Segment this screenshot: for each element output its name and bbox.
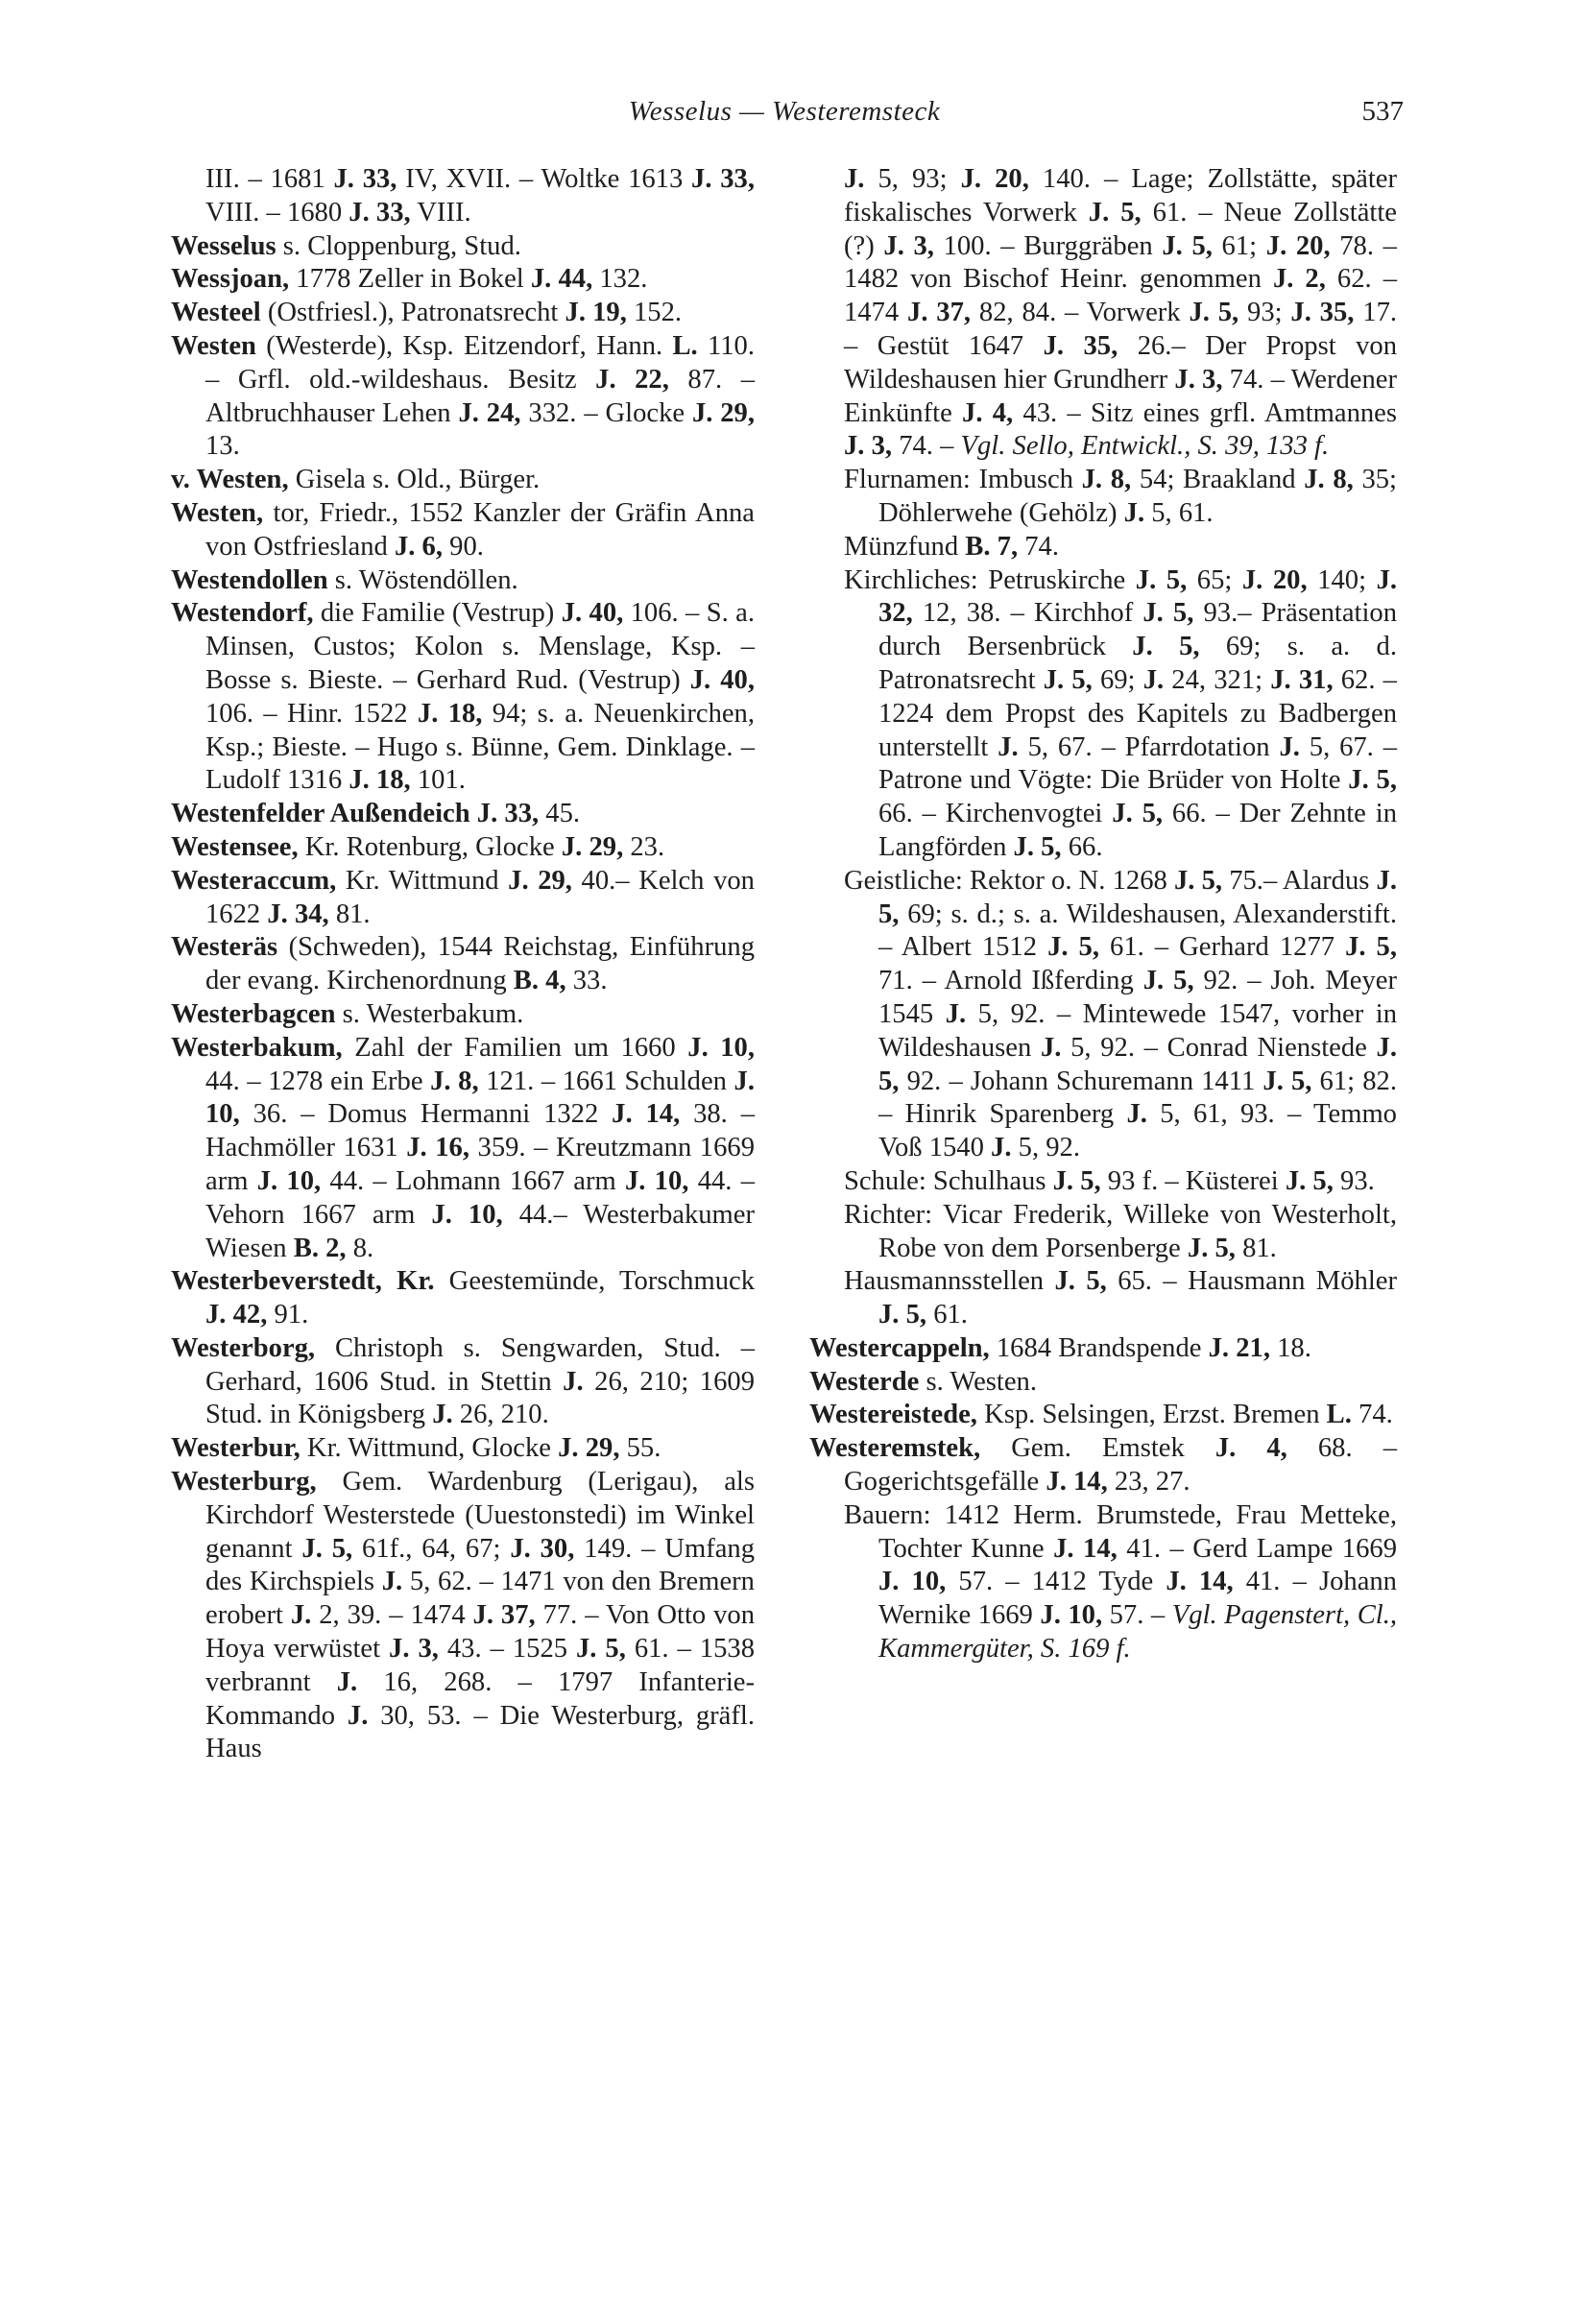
entry-body: Gem. Emstek J. 4, 68. – Gogerichtsgefälle J. 14, 23, 27. [844, 1433, 1397, 1497]
entry-lemma: Westercappeln, [809, 1332, 990, 1363]
entry-body: Hausmannsstellen J. 5, 65. – Hausmann Möhler J. 5, 61. [844, 1266, 1397, 1330]
index-entry [171, 1432, 755, 1466]
entry-lemma: Westerborg, [171, 1332, 316, 1363]
entry-body: s. Westerbakum. [335, 998, 524, 1029]
index-entry [171, 798, 755, 831]
index-entry [171, 464, 755, 497]
index-entry [171, 831, 755, 865]
index-entry [171, 263, 755, 297]
entry-lemma: Westeremstek, [809, 1433, 981, 1464]
index-entry [171, 497, 755, 564]
index-entry [171, 1466, 755, 1766]
entry-lemma: Westendollen [171, 564, 328, 595]
index-entry [171, 998, 755, 1032]
entry-body: Kr. Geestemünde, Torschmuck J. 42, 91. [205, 1266, 755, 1330]
entry-body: tor, Friedr., 1552 Kanzler der Gräfin Anna von Ostfriesland J. 6, 90. [205, 497, 755, 562]
entry-body: Kr. Wittmund J. 29, 40.– Kelch von 1622 J. 34, 81. [205, 865, 755, 929]
entry-lemma: Westerbur, [171, 1433, 301, 1464]
entry-body: Geistliche: Rektor o. N. 1268 J. 5, 75.– Alardus J. 5, 69; s. d.; s. a. Wildeshausen, Alexanderstift. – Albert 1512 J. 5, 61. – Gerhard 1277 J. 5, 71. – Arnold Ißferding J. 5, 92. – Joh. Meyer 1545 J. 5, 92. – Mintewede 1547, vorher in Wildeshausen J. 5, 92. – Conrad Nienstede J. 5, 92. – Johann Schuremann 1411 J. 5, 61; 82. – Hinrik Sparenberg J. 5, 61, 93. – Temmo Voß 1540 J. 5, 92. [844, 865, 1398, 1163]
entry-body: (Ostfriesl.), Patronatsrecht J. 19, 152. [260, 298, 683, 328]
entry-body: Kr. Rotenburg, Glocke J. 29, 23. [298, 831, 665, 862]
entry-lemma: Wesselus [171, 230, 277, 261]
index-entry [171, 1332, 755, 1432]
index-entry [171, 564, 755, 598]
index-entry [844, 1499, 1397, 1666]
entry-body: s. Cloppenburg, Stud. [276, 230, 521, 261]
entry-body: Bauern: 1412 Herm. Brumstede, Frau Metteke, Tochter Kunne J. 14, 41. – Gerd Lampe 1669 J. 10, 57. – 1412 Tyde J. 14, 41. – Johann Wernike 1669 J. 10, 57. – Vgl. Pagenstert, Cl., Kammergüter, S. 169 f. [844, 1499, 1398, 1665]
entry-body: Christoph s. Sengwarden, Stud. – Gerhard, 1606 Stud. in Stettin J. 26, 210; 1609 Stud. in Königsberg J. 26, 210. [205, 1332, 755, 1430]
running-title: Wesselus — Westeremsteck [628, 96, 941, 127]
index-entry [171, 1265, 755, 1332]
entry-lemma: Westensee, [171, 831, 299, 862]
entry-body: Ksp. Selsingen, Erzst. Bremen L. 74. [976, 1400, 1393, 1430]
entry-body: Kirchliches: Petruskirche J. 5, 65; J. 20, 140; J. 32, 12, 38. – Kirchhof J. 5, 93.– Präsentation durch Bersenbrück J. 5, 69; s. a. d. Patronatsrecht J. 5, 69; J. 24, 321; J. 31, 62. – 1224 dem Propst des Kapitels zu Badbergen unterstellt J. 5, 67. – Pfarrdotation J. 5, 67. – Patrone und Vögte: Die Brüder von Holte J. 5, 66. – Kirchenvogtei J. 5, 66. – Der Zehnte in Langförden J. 5, 66. [844, 564, 1398, 862]
page-number: 537 [1361, 96, 1404, 127]
index-entry [844, 1165, 1397, 1199]
entry-body: die Familie (Vestrup) J. 40, 106. – S. a. Minsen, Custos; Kolon s. Menslage, Ksp. – Bosse s. Bieste. – Gerhard Rud. (Vestrup) J. 40, 106. – Hinr. 1522 J. 18, 94; s. a. Neuenkirchen, Ksp.; Bieste. – Hugo s. Bünne, Gem. Dinklage. – Ludolf 1316 J. 18, 101. [205, 598, 756, 796]
index-entry [844, 1199, 1397, 1266]
entry-body: 1684 Brandspende J. 21, 18. [989, 1332, 1311, 1363]
entry-lemma: Westerbeverstedt, [171, 1266, 382, 1297]
index-entry [844, 1265, 1397, 1332]
entry-body: Kr. Wittmund, Glocke J. 29, 55. [300, 1433, 661, 1464]
index-entry [171, 163, 755, 230]
index-entry [171, 931, 755, 998]
entry-lemma: Westeraccum, [171, 865, 337, 896]
entry-body: J. 5, 93; J. 20, 140. – Lage; Zollstätte, später fiskalisches Vorwerk J. 5, 61. – Neue Zollstätte (?) J. 3, 100. – Burggräben J. 5, 61; J. 20, 78. – 1482 von Bischof Heinr. genommen J. 2, 62. – 1474 J. 37, 82, 84. – Vorwerk J. 5, 93; J. 35, 17. – Gestüt 1647 J. 35, 26.– Der Propst von Wildeshausen hier Grundherr J. 3, 74. – Werdener Einkünfte J. 4, 43. – Sitz eines grfl. Amtmannes J. 3, 74. – Vgl. Sello, Entwickl., S. 39, 133 f. [844, 164, 1398, 462]
index-entry [844, 464, 1397, 531]
entry-lemma: Westerbagcen [171, 998, 336, 1029]
index-entry [844, 564, 1397, 865]
entry-lemma: v. Westen, [171, 465, 289, 495]
entry-lemma: Westereistede, [809, 1400, 977, 1430]
index-entry [809, 1366, 1397, 1400]
entry-lemma: Westerburg, [171, 1467, 317, 1497]
entry-lemma: Wessjoan, [171, 264, 290, 295]
entry-body: (Schweden), 1544 Reichstag, Einführung der evang. Kirchenordnung B. 4, 33. [205, 932, 755, 996]
entry-lemma: Westeräs [171, 932, 278, 963]
index-entry [171, 597, 755, 798]
entry-body: Münzfund B. 7, 74. [844, 531, 1059, 562]
index-entry [844, 865, 1397, 1165]
entry-lemma: Westerbakum, [171, 1032, 343, 1063]
entry-body: Gisela s. Old., Bürger. [288, 465, 541, 495]
entry-body: s. Wöstendöllen. [327, 564, 518, 595]
index-entry [809, 163, 1397, 464]
left-column [171, 163, 755, 1766]
index-entry [171, 865, 755, 932]
index-entry [809, 1332, 1397, 1366]
index-entry [171, 1032, 755, 1266]
index-entry [809, 1432, 1397, 1499]
entry-lemma: Westendorf, [171, 598, 314, 629]
index-entry [809, 1399, 1397, 1432]
index-entry [171, 330, 755, 464]
entry-lemma: Westeel [171, 298, 261, 328]
index-entry [171, 297, 755, 330]
entry-body: J. 33, 45. [476, 799, 581, 829]
entry-lemma: Westen [171, 330, 256, 361]
page-header [165, 96, 1404, 144]
entry-body: s. Westen. [919, 1366, 1037, 1397]
index-entry [844, 531, 1397, 564]
right-column [809, 163, 1397, 1666]
entry-body: Richter: Vicar Frederik, Willeke von Westerholt, Robe von dem Porsenberge J. 5, 81. [844, 1199, 1397, 1263]
entry-body: Gem. Wardenburg (Lerigau), als Kirchdorf Westerstede (Uuestonstedi) im Winkel genannt J. 5, 61f., 64, 67; J. 30, 149. – Umfang des Kirchspiels J. 5, 62. – 1471 von den Bremern erobert J. 2, 39. – 1474 J. 37, 77. – Von Otto von Hoya verwüstet J. 3, 43. – 1525 J. 5, 61. – 1538 verbrannt J. 16, 268. – 1797 Infanterie-Kommando J. 30, 53. – Die Westerburg, gräfl. Haus [205, 1467, 756, 1764]
index-entry [171, 230, 755, 264]
entry-body: 1778 Zeller in Bokel J. 44, 132. [289, 264, 648, 295]
entry-body: Schule: Schulhaus J. 5, 93 f. – Küsterei J. 5, 93. [844, 1165, 1375, 1196]
entry-lemma: Westenfelder Außendeich [171, 799, 470, 829]
entry-body: (Westerde), Ksp. Eitzendorf, Hann. L. 110. – Grfl. old.-wildeshaus. Besitz J. 22, 87. – Altbruchhauser Lehen J. 24, 332. – Glocke J. 29, 13. [205, 330, 755, 462]
entry-body: III. – 1681 J. 33, IV, XVII. – Woltke 1613 J. 33, VIII. – 1680 J. 33, VIII. [205, 164, 755, 228]
entry-body: Zahl der Familien um 1660 J. 10, 44. – 1278 ein Erbe J. 8, 121. – 1661 Schulden J. 10, 36. – Domus Hermanni 1322 J. 14, 38. – Hachmöller 1631 J. 16, 359. – Kreutzmann 1669 arm J. 10, 44. – Lohmann 1667 arm J. 10, 44. – Vehorn 1667 arm J. 10, 44.– Westerbakumer Wiesen B. 2, 8. [205, 1032, 756, 1263]
entry-lemma: Westen, [171, 497, 264, 528]
entry-lemma: Westerde [809, 1366, 920, 1397]
entry-body: Flurnamen: Imbusch J. 8, 54; Braakland J. 8, 35; Döhlerwehe (Gehölz) J. 5, 61. [844, 465, 1397, 528]
